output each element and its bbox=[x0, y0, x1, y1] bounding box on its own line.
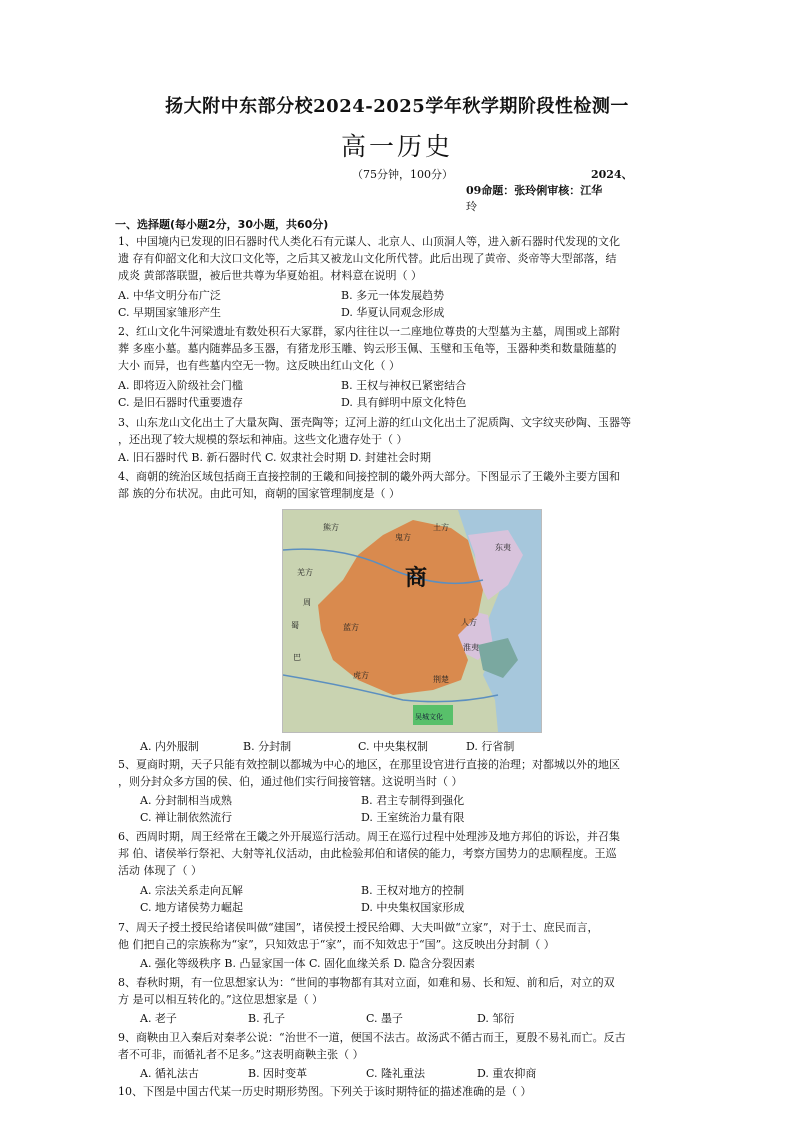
question-line: 方 是可以相互转化的。”这位思想家是（ ） bbox=[118, 993, 324, 1006]
question-line: 6、西周时期，周王经常在王畿之外开展巡行活动。周王在巡行过程中处理涉及地方邦伯的诉讼，并召集 bbox=[118, 830, 620, 843]
option-a[interactable]: A. 循礼法古 bbox=[140, 1067, 199, 1080]
question-line: 9、商鞅由卫入秦后对秦孝公说：“治世不一道，便国不法古。故汤武不循古而王，夏殷不易礼而亡。反古 bbox=[118, 1031, 626, 1044]
option-d[interactable]: D. 具有鲜明中原文化特色 bbox=[341, 396, 467, 409]
option-b[interactable]: B. 君主专制得到强化 bbox=[361, 794, 465, 807]
question-line: 大小 而异，也有些墓内空无一物。这反映出红山文化（ ） bbox=[118, 359, 400, 372]
question-line: 葬 多座小墓。墓内随葬品多玉器，有猪龙形玉雕、钩云形玉佩、玉璧和玉龟等，玉器种类和数量随墓的 bbox=[118, 342, 617, 355]
shang-dynasty-map bbox=[282, 509, 542, 733]
option-c[interactable]: C. 中央集权制 bbox=[358, 740, 429, 753]
map-label: 羌方 bbox=[297, 568, 313, 577]
question-line: 4、商朝的统治区域包括商王直接控制的王畿和间接控制的畿外两大部分。下图显示了王畿外主要方国和 bbox=[118, 470, 620, 483]
map-label: 吴城文化 bbox=[415, 713, 443, 721]
map-label: 东夷 bbox=[495, 543, 511, 552]
option-d[interactable]: D. 王室统治力量有限 bbox=[361, 811, 465, 824]
map-label: 巴 bbox=[293, 653, 301, 662]
option-b[interactable]: B. 孔子 bbox=[248, 1012, 286, 1025]
option-a[interactable]: A. 内外服制 bbox=[140, 740, 199, 753]
option-c[interactable]: C. 是旧石器时代重要遗存 bbox=[118, 396, 244, 409]
question-line: 成炎 黄部落联盟，被后世共尊为华夏始祖。材料意在说明（ ） bbox=[118, 269, 422, 282]
option-b[interactable]: B. 王权对地方的控制 bbox=[361, 884, 465, 897]
option-a[interactable]: A. 即将迈入阶级社会门槛 bbox=[118, 379, 243, 392]
map-svg bbox=[283, 510, 541, 732]
option-c[interactable]: C. 早期国家雏形产生 bbox=[118, 306, 222, 319]
question-line: ，则分封众多方国的侯、伯，通过他们实行间接管辖。这说明当时（ ） bbox=[118, 775, 463, 788]
map-label: 人方 bbox=[461, 618, 477, 627]
question-line: 2、红山文化牛河梁遗址有数处积石大冢群，冢内往往以一二座地位尊贵的大型墓为主墓，周围或上部附 bbox=[118, 325, 620, 338]
option-row[interactable]: A. 强化等级秩序 B. 凸显家国一体 C. 固化血缘关系 D. 隐含分裂因素 bbox=[140, 957, 475, 970]
question-line: 邦 伯、诸侯举行祭祀、大射等礼仪活动，由此检验邦伯和诸侯的能力，考察方国势力的忠顺程度。王巡 bbox=[118, 847, 617, 860]
option-b[interactable]: B. 多元一体发展趋势 bbox=[341, 289, 445, 302]
question-line: 者不可非，而循礼者不足多。”这表明商鞅主张（ ） bbox=[118, 1048, 364, 1061]
question-line: 10、下图是中国古代某一历史时期形势图。下列关于该时期特征的描述准确的是（ ） bbox=[118, 1085, 532, 1098]
option-d[interactable]: D. 邹衍 bbox=[477, 1012, 515, 1025]
option-a[interactable]: A. 老子 bbox=[140, 1012, 177, 1025]
section-title: 一、选择题(每小题2分，30小题，共60分) bbox=[115, 218, 329, 231]
option-d[interactable]: D. 行省制 bbox=[466, 740, 515, 753]
option-a[interactable]: A. 中华文明分布广泛 bbox=[118, 289, 221, 302]
map-label: 土方 bbox=[433, 523, 449, 532]
proposer-line-cont: 玲 bbox=[466, 200, 477, 213]
question-line: 7、周天子授土授民给诸侯叫做“建国”，诸侯授土授民给卿、大夫叫做“立家”，对于士、庶民而言， bbox=[118, 921, 599, 934]
time-score: （75分钟，100分） bbox=[352, 168, 453, 181]
option-c[interactable]: C. 地方诸侯势力崛起 bbox=[140, 901, 244, 914]
map-label: 蜀 bbox=[291, 621, 299, 630]
option-a[interactable]: A. 分封制相当成熟 bbox=[140, 794, 232, 807]
question-line: 1、中国境内已发现的旧石器时代人类化石有元谋人、北京人、山顶洞人等，进入新石器时代发现的文化 bbox=[118, 235, 620, 248]
map-center-label: 商 bbox=[405, 565, 428, 591]
map-label: 周 bbox=[303, 598, 311, 607]
map-label: 蓝方 bbox=[343, 623, 359, 632]
option-d[interactable]: D. 重农抑商 bbox=[477, 1067, 537, 1080]
question-line: 他 们把自己的宗族称为“家”，只知效忠于“家”，而不知效忠于“国”。这反映出分封制（ ） bbox=[118, 938, 555, 951]
option-b[interactable]: B. 分封制 bbox=[243, 740, 292, 753]
map-label: 熊方 bbox=[323, 523, 339, 532]
map-label: 虎方 bbox=[353, 671, 369, 680]
exam-title: 扬大附中东部分校2024-2025学年秋学期阶段性检测一 bbox=[165, 96, 629, 117]
exam-date: 2024、 bbox=[591, 168, 633, 181]
map-label: 鬼方 bbox=[395, 533, 411, 542]
option-c[interactable]: C. 隆礼重法 bbox=[366, 1067, 426, 1080]
exam-subject: 高一历史 bbox=[340, 132, 453, 161]
option-c[interactable]: C. 墨子 bbox=[366, 1012, 404, 1025]
question-line: 3、山东龙山文化出土了大量灰陶、蛋壳陶等；辽河上游的红山文化出土了泥质陶、文字纹夹砂陶、玉器等 bbox=[118, 416, 631, 429]
question-line: ，还出现了较大规模的祭坛和神庙。这些文化遗存处于（ ） bbox=[118, 433, 408, 446]
option-c[interactable]: C. 禅让制依然流行 bbox=[140, 811, 233, 824]
proposer-line: 09命题：张玲俐审核：江华 bbox=[466, 184, 603, 197]
question-line: 部 族的分布状况。由此可知，商朝的国家管理制度是（ ） bbox=[118, 487, 400, 500]
question-line: 8、春秋时期，有一位思想家认为：“世间的事物都有其对立面，如难和易、长和短、前和后，对立的双 bbox=[118, 976, 615, 989]
question-line: 活动 体现了（ ） bbox=[118, 864, 202, 877]
option-a[interactable]: A. 宗法关系走向瓦解 bbox=[140, 884, 243, 897]
question-line: 5、夏商时期，天子只能有效控制以都城为中心的地区，在那里设官进行直接的治理；对都城以外的地区 bbox=[118, 758, 620, 771]
option-d[interactable]: D. 华夏认同观念形成 bbox=[341, 306, 445, 319]
option-b[interactable]: B. 王权与神权已紧密结合 bbox=[341, 379, 467, 392]
map-label: 荆楚 bbox=[433, 675, 449, 684]
option-b[interactable]: B. 因时变革 bbox=[248, 1067, 308, 1080]
map-label: 淮夷 bbox=[463, 643, 479, 652]
question-line: 遗 存有仰韶文化和大汶口文化等，之后其又被龙山文化所代替。此后出现了黄帝、炎帝等大型部落，结 bbox=[118, 252, 617, 265]
option-row[interactable]: A. 旧石器时代 B. 新石器时代 C. 奴隶社会时期 D. 封建社会时期 bbox=[118, 451, 431, 464]
option-d[interactable]: D. 中央集权国家形成 bbox=[361, 901, 465, 914]
